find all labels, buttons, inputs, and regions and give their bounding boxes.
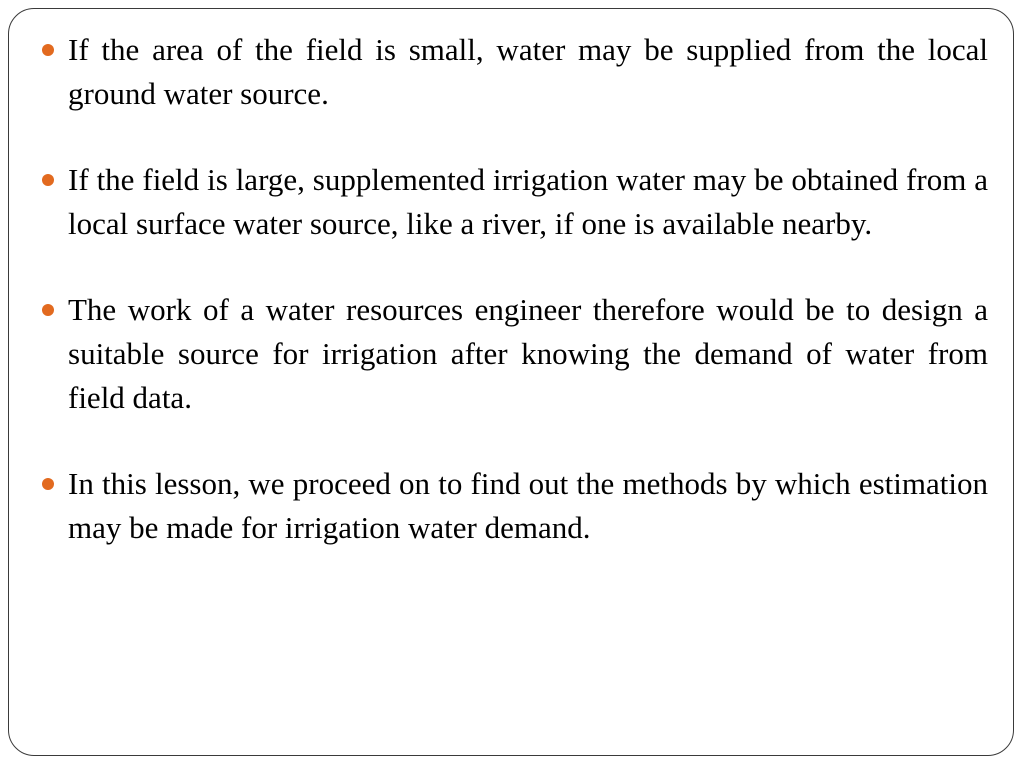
bullet-item — [38, 158, 988, 246]
bullet-text: If the field is large, supplemented irrigation water may be obtained from a local surface water source, like a river, if one is available nearby. — [68, 162, 988, 241]
bullet-text: The work of a water resources engineer therefore would be to design a suitable source for irrigation after knowing the demand of water from field data. — [68, 292, 988, 415]
bullet-dot-icon — [42, 478, 54, 490]
bullet-dot-icon — [42, 44, 54, 56]
bullet-item — [38, 28, 988, 116]
bullet-item — [38, 288, 988, 420]
bullet-text: If the area of the field is small, water may be supplied from the local ground water source. — [68, 32, 988, 111]
bullet-dot-icon — [42, 304, 54, 316]
bullet-dot-icon — [42, 174, 54, 186]
bullet-list — [38, 28, 988, 592]
bullet-item — [38, 462, 988, 550]
bullet-text: In this lesson, we proceed on to find out the methods by which estimation may be made for irrigation water demand. — [68, 466, 988, 545]
